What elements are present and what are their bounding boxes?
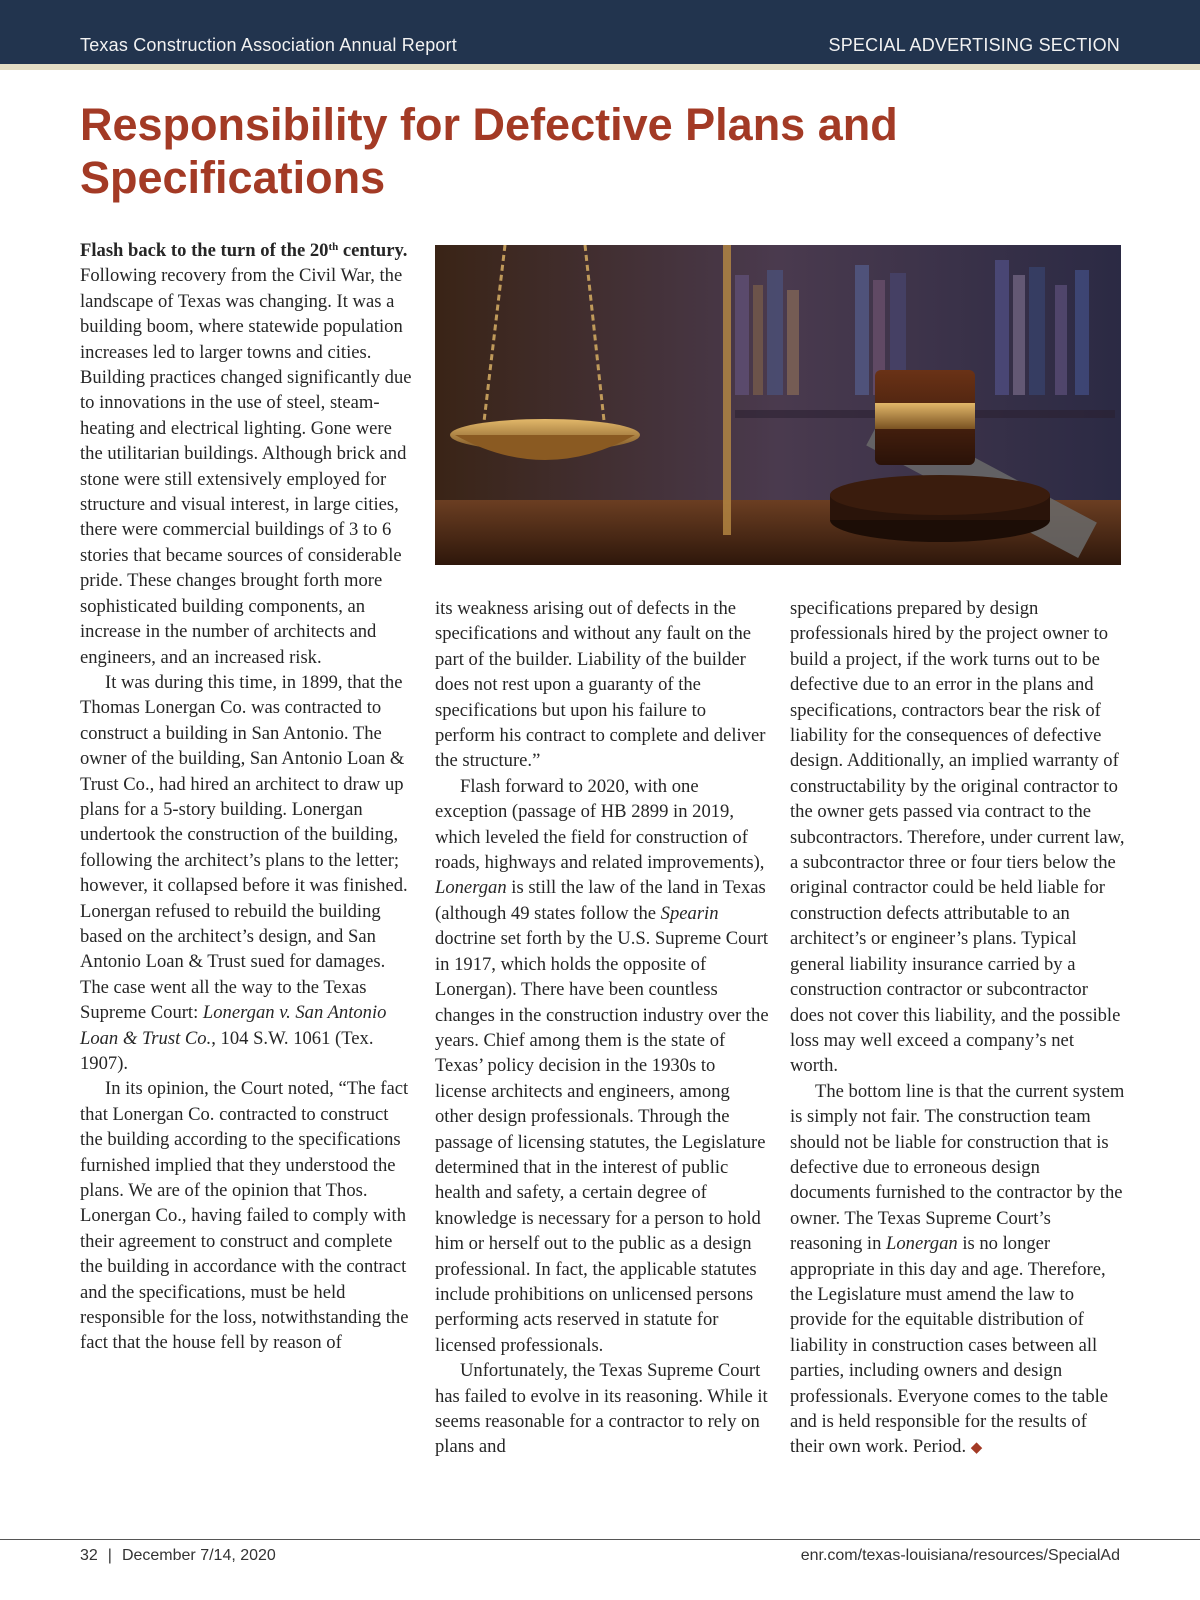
case-citation: Lonergan v. San Antonio Loan & Trust Co. [80,1002,387,1049]
justice-scales-gavel-illustration [435,245,1121,565]
footer-url: enr.com/texas-louisiana/resources/SpecialAd [800,1547,1120,1564]
issue-date: December 7/14, 2020 [121,1547,276,1564]
article-column-3 [790,596,1125,1462]
article-column-2 [435,596,770,1460]
end-mark-icon: ◆ [970,1440,983,1457]
publication-name: Texas Construction Association Annual Report [80,35,458,55]
header-accent-stripe [0,64,1200,70]
paragraph: Flash forward to 2020, with one exception (passage of HB 2899 in 2019, which leveled the field for construction of roads, highways and related improvements), Lonergan is still the law of the land in Texas (although 49 states follow the Spearin doctrine set forth by the U.S. Supreme Court in 1917, which holds the opposite of Lonergan). There have been countless changes in the construction industry over the years. Chief among them is the state of Texas’ policy decision in the 1930s to license architects and engineers, among other design professionals. Through the passage of licensing statutes, the Legislature determined that in the interest of public health and safety, a certain degree of knowledge is necessary for a person to hold him or herself out to the public as a design professional. In fact, the applicable statutes include prohibitions on unlicensed persons performing acts reserved in statute for licensed professionals. [435,775,769,1356]
paragraph: The bottom line is that the current system is simply not fair. The construction team should not be liable for construction that is defective due to erroneous design documents furnished to the contractor by the owner. The Texas Supreme Court’s reasoning in Lonergan is no longer appropriate in this day and age. Therefore, the Legislature must amend the law to provide for the equitable distribution of liability in construction cases between all parties, including owners and design professionals. Everyone comes to the table and is held responsible for the results of their own work. Period. ◆ [790,1080,1125,1458]
section-label: SPECIAL ADVERTISING SECTION [828,35,1120,55]
page-number: 32 [80,1547,98,1564]
paragraph: specifications prepared by design professionals hired by the project owner to build a project, if the work turns out to be defective due to an error in the plans and specifications, contractors bear the risk of liability for the consequences of defective design. Additionally, an implied warranty of constructability by the original contractor to the owner gets passed via contract to the subcontractors. Therefore, under current law, a subcontractor three or four tiers below the original contractor could be held liable for construction defects attributable to an architect’s or engineer’s plans. Typical general liability insurance carried by a construction contractor or subcontractor does not cover this liability, and the possible loss may well exceed a company’s net worth. [790,598,1125,1077]
header-bar [0,0,1200,64]
paragraph: It was during this time, in 1899, that the Thomas Lonergan Co. was contracted to construct a building in San Antonio. The owner of the building, San Antonio Loan & Trust Co., had hired an architect to draw up plans for a 5-story building. Lonergan undertook the construction of the building, following the architect’s plans to the letter; however, it collapsed before it was finished. Lonergan refused to rebuild the building based on the architect’s design, and San Antonio Loan & Trust sued for damages. The case went all the way to the Texas Supreme Court: Lonergan v. San Antonio Loan & Trust Co., 104 S.W. 1061 (Tex. 1907). [80,671,408,1074]
footer-page-info: 32 | December 7/14, 2020 [80,1547,276,1564]
article-column-1 [80,238,415,1356]
article-title: Responsibility for Defective Plans and Specifications [80,99,898,203]
scales-and-gavel-photo [435,245,1121,565]
lead-in: Flash back to the turn of the 20th century. [80,240,408,261]
paragraph: Flash back to the turn of the 20th century. Following recovery from the Civil War, the landscape of Texas was changing. It was a building boom, where statewide population increases led to larger towns and cities. Building practices changed significantly due to innovations in the use of steel, steam-heating and electrical lighting. Gone were the utilitarian buildings. Although brick and stone were still extensively employed for structure and visual interest, in large cities, there were commercial buildings of 3 to 6 stories that became sources of considerable pride. These changes brought forth more sophisticated building components, an increase in the number of architects and engineers, and an increased risk. [80,240,412,668]
paragraph: its weakness arising out of defects in the specifications and without any fault on the part of the builder. Liability of the builder does not rest upon a guaranty of the specifications but upon his failure to perform his contract to complete and deliver the structure.” [435,598,766,772]
footer-rule [0,1539,1200,1540]
paragraph: In its opinion, the Court noted, “The fact that Lonergan Co. contracted to construct the building according to the specifications furnished implied that they understood the plans. We are of the opinion that Thos. Lonergan Co., having failed to comply with their agreement to construct and complete the building in accordance with the contract and the specifications, must be held responsible for the loss, notwithstanding the fact that the house fell by reason of [80,1078,409,1354]
paragraph: Unfortunately, the Texas Supreme Court has failed to evolve in its reasoning. While it seems reasonable for a contractor to rely on plans and [435,1360,768,1458]
